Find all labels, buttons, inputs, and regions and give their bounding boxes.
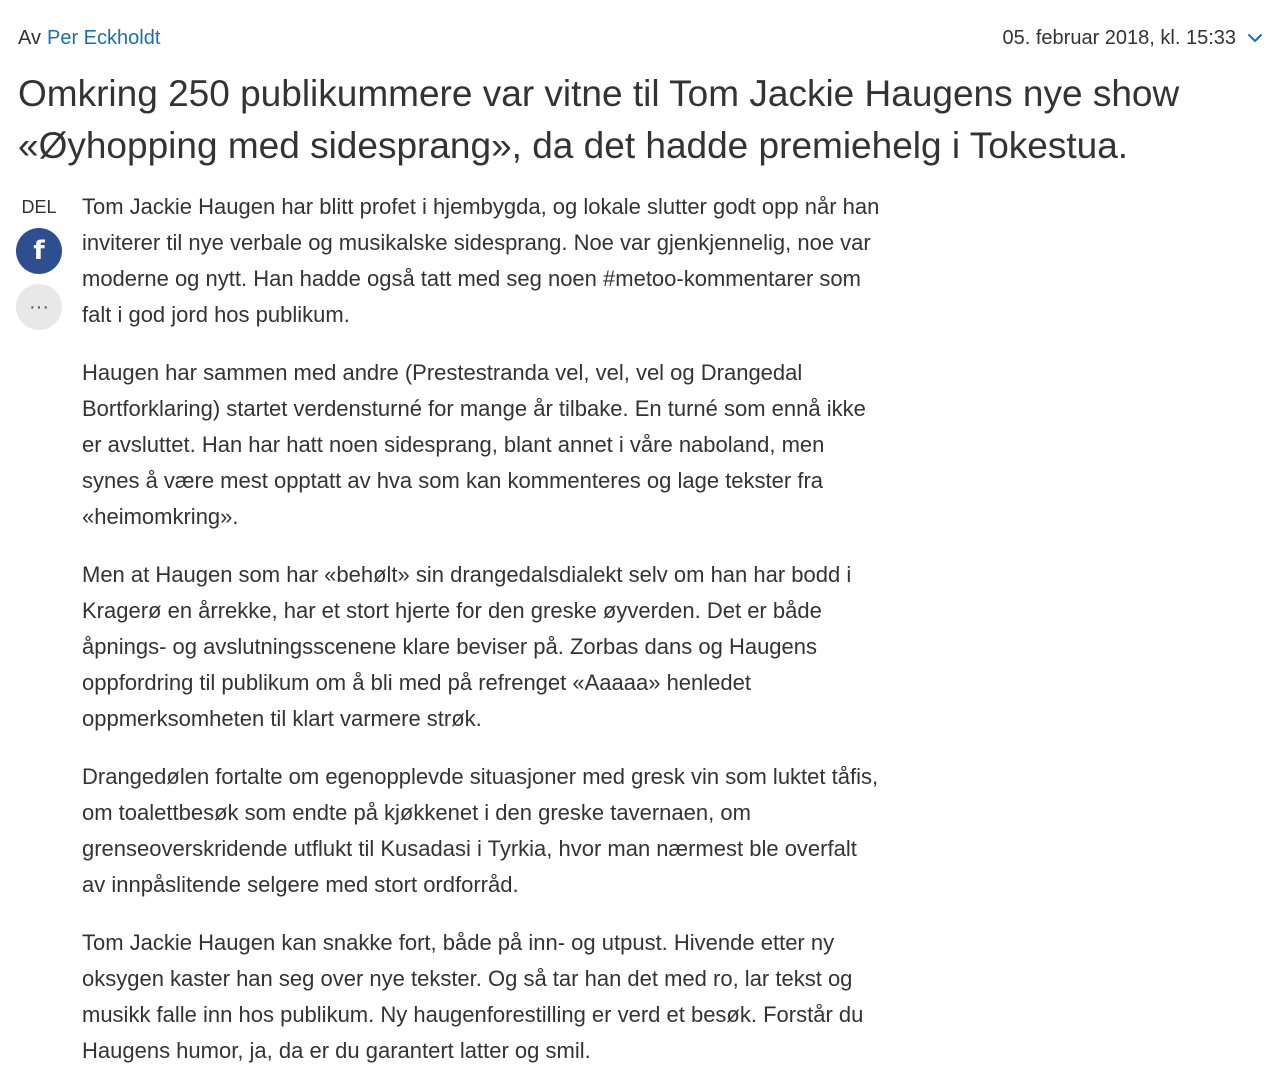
facebook-share-button[interactable] — [16, 228, 62, 274]
article-paragraph: Tom Jackie Haugen kan snakke fort, både på inn- og utpust. Hivende etter ny oksygen kaster han seg over nye tekster. Og så tar han det med ro, lar tekst og musikk falle inn hos publikum. Ny haugenforestilling er verd et besøk. Forstår du Haugens humor, ja, da er du garantert latter og smil. — [82, 930, 864, 1063]
author-link[interactable]: Per Eckholdt — [46, 26, 161, 49]
facebook-icon: f — [33, 236, 45, 266]
more-icon: ··· — [29, 295, 49, 318]
article-paragraph: Haugen har sammen med andre (Prestestranda vel, vel, vel og Drangedal Bortforklaring) startet verdensturné for mange år tilbake. En turné som ennå ikke er avsluttet. Han har hatt noen sidesprang, blant annet i våre naboland, men synes å være mest opptatt av hva som kan kommenteres og lage tekster fra «heimomkring». — [82, 360, 866, 529]
article-body — [82, 189, 882, 1091]
more-share-button[interactable] — [16, 284, 62, 330]
article-paragraph: Drangedølen fortalte om egenopplevde situasjoner med gresk vin som luktet tåfis, om toalettbesøk som endte på kjøkkenet i den greske tavernaen, om grenseoverskridende utflukt til Kusadasi i Tyrkia, hvor man nærmest ble overfalt av innpåslitende selgere med stort ordforråd. — [82, 764, 879, 897]
article-paragraph: Tom Jackie Haugen har blitt profet i hjembygda, og lokale slutter godt opp når han inviterer til nye verbale og musikalske sidesprang. Noe var gjenkjennelig, noe var moderne og nytt. Han hadde også tatt med seg noen #metoo-kommentarer som falt i god jord hos publikum. — [82, 194, 880, 327]
byline-prefix: Av — [18, 26, 41, 49]
article-paragraph: Men at Haugen som har «behølt» sin drangedalsdialekt selv om han har bodd i Kragerø en årrekke, har et stort hjerte for den greske øyverden. Det er både åpnings- og avslutningsscenene klare beviser på. Zorbas dans og Haugens oppfordring til publikum om å bli med på refrenget «Aaaaa» henledet oppmerksomheten til klart varmere strøk. — [82, 562, 852, 731]
share-bar — [15, 196, 63, 330]
byline-row — [18, 24, 1264, 52]
byline — [18, 27, 160, 50]
page-title: Omkring 250 publikummere var vitne til Tom Jackie Haugens nye show «Øyhopping med sidesprang», da det hadde premiehelg i Tokestua. — [18, 73, 1180, 166]
share-label: DEL — [21, 197, 57, 217]
publish-date: 05. februar 2018, kl. 15:33 — [1002, 26, 1236, 49]
chevron-down-icon — [1246, 29, 1264, 47]
date-toggle[interactable] — [1003, 27, 1265, 50]
